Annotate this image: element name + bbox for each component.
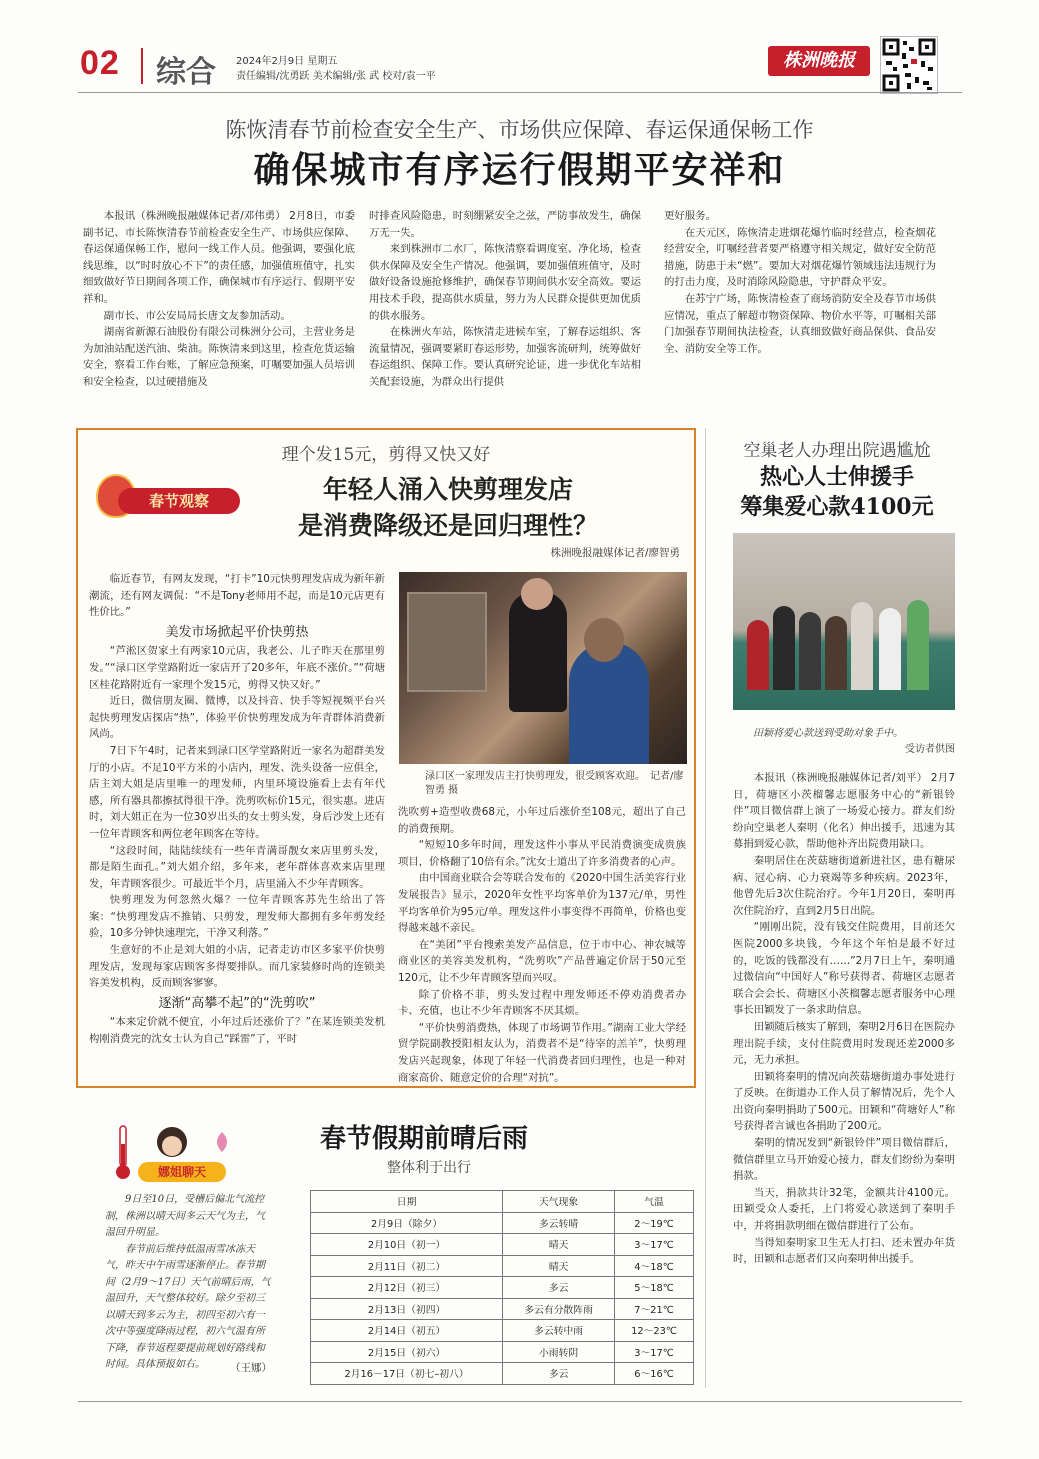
header-temperature: 气温 <box>615 1191 694 1213</box>
paragraph: 快剪理发为何忽然火爆？一位年青顾客苏先生给出了答案：“快剪理发店不推销、只剪发，理发师大都拥有多年剪发经验，10多分钟快速理完，干净又利落。” <box>89 894 385 940</box>
right-story-headline-line-1: 热心人士伸援手 <box>759 464 914 490</box>
weather-badge-label: 娜姐聊天 <box>138 1162 226 1182</box>
paragraph: 当天，捐款共计32笔，金额共计4100元。田颖受众人委托，上门将爱心款送到了秦明手中，并将捐款明细在微信群进行了公布。 <box>733 1186 955 1233</box>
table-row <box>311 1212 694 1234</box>
editor-credits: 责任编辑/沈勇跃 美术编辑/张 武 校对/袁一平 <box>236 71 436 82</box>
qr-code-icon <box>880 36 938 94</box>
paragraph: 春节前后维持低温雨雪冰冻天气，昨天中午雨雪逐渐停止。春节期间（2月9～17日）天气前晴后雨，气温回升，天气整体较好。除夕至初三以晴天到多云为主，初四至初六有一次中等强度降雨过程，初六气温有所下降，春节返程要提前规划好路线和时间。具体预报如右。 <box>105 1243 271 1370</box>
paragraph: 在苏宁广场，陈恢清检查了商场消防安全及春节市场供应情况，重点了解超市物资保障、物价水平等，叮嘱相关部门加强春节期间执法检查，认真细致做好商品保供、食品安全、消防安全等工作。 <box>664 292 936 355</box>
table-row <box>311 1277 694 1299</box>
feature-headline-line-2: 是消费降级还是回归理性？ <box>297 511 598 540</box>
photo-caption: 渌口区一家理发店主打快剪理发，很受顾客欢迎。 记者/廖智勇 摄 <box>425 771 684 796</box>
lead-column-3 <box>664 208 936 357</box>
cell-date: 2月13日（初四） <box>311 1298 503 1320</box>
paragraph: 生意好的不止是刘大姐的小店，记者走访市区多家平价快剪理发店，发现每家店顾客多得要排队。而几家装修时尚的连锁美容美发机构，反而顾客寥寥。 <box>89 944 385 990</box>
cell-weather: 多云转中雨 <box>503 1320 615 1342</box>
cell-date: 2月11日（初二） <box>311 1255 503 1277</box>
paragraph: 时排查风险隐患，时刻绷紧安全之弦，严防事故发生，确保万无一失。 <box>369 210 641 239</box>
cell-weather: 多云 <box>503 1277 615 1299</box>
paragraph: 7日下午4时，记者来到渌口区学堂路附近一家名为超群美发厅的小店。不足10平方米的小店内，理发、洗头设备一应俱全，店主刘大姐是店里唯一的理发师，内里环境设施看上去有年代感，所有器具都擦拭得很干净。洗剪吹标价15元，很实惠。进店时，刘大姐正在为一位30岁出头的女士剪头发，身后沙发上还有一位年青顾客和两位老年顾客在等待。 <box>89 744 385 840</box>
table-row <box>311 1341 694 1363</box>
paragraph: 9日至10日，受槽后偏北气流控制，株洲以晴天间多云天气为主，气温回升明显。 <box>105 1194 265 1238</box>
table-row <box>311 1320 694 1342</box>
right-photo-caption <box>733 726 955 758</box>
paragraph: “短短10多年时间，理发这件小事从平民消费演变成贵族项目，价格翻了10倍有余。”沈女士道出了许多消费者的心声。 <box>398 839 686 868</box>
header-date: 日期 <box>311 1191 503 1213</box>
paragraph: 临近春节，有网友发现，“打卡”10元快剪理发店成为新年新潮流，还有网友调侃：“不是Tony老师用不起，而是10元店更有性价比。” <box>89 573 385 619</box>
table-row <box>311 1298 694 1320</box>
feature-right-column <box>398 804 686 1086</box>
cell-temp: 12～23℃ <box>615 1320 694 1342</box>
cell-weather: 多云 <box>503 1363 615 1385</box>
cell-temp: 3～17℃ <box>615 1341 694 1363</box>
badge-label: 春节观察 <box>118 488 240 514</box>
cell-temp: 4～18℃ <box>615 1255 694 1277</box>
cell-temp: 2～19℃ <box>615 1212 694 1234</box>
lead-subtitle: 陈恢清春节前检查安全生产、市场供应保障、春运保通保畅工作 <box>225 118 814 142</box>
section-subhead: 美发市场掀起平价快剪热 <box>165 624 309 640</box>
cell-weather: 多云有分散阵雨 <box>503 1298 615 1320</box>
weather-column-badge <box>110 1122 240 1186</box>
paragraph: 来到株洲市二水厂，陈恢清察看调度室、净化场，检查供水保障及安全生产情况。他强调，要加强值班值守，及时做好设备设施抢修维护，确保春节期间供水安全高效。要运用技术手段，提高供水质量，努力为人民群众提供更加优质的供水服务。 <box>369 243 641 322</box>
cell-weather: 多云转晴 <box>503 1212 615 1234</box>
paragraph: “芦淞区贺家土有两家10元店，我老公、儿子昨天在那里剪发。”“渌口区学堂路附近一家店开了20多年，年底不涨价。”“荷塘区桂花路附近有一家理个发15元，剪得又快又好。” <box>89 645 385 691</box>
paragraph: 洗吹剪+造型收费68元，小年过后涨价至108元，超出了自己的消费预期。 <box>398 806 686 835</box>
cell-date: 2月12日（初三） <box>311 1277 503 1299</box>
section-divider <box>141 48 143 84</box>
cell-date: 2月10日（初一） <box>311 1234 503 1256</box>
cell-date: 2月9日（除夕） <box>311 1212 503 1234</box>
paragraph: 在天元区，陈恢清走进烟花爆竹临时经营点，检查烟花经营安全，叮嘱经营者要严格遵守相关规定，做好安全防范措施，防患于未“燃”。要加大对烟花爆竹领域违法违规行为的打击力度，及时消除风险隐患，守护群众平安。 <box>664 226 936 289</box>
feature-byline: 株洲晚报融媒体记者/廖智勇 <box>550 547 680 559</box>
right-story-subtitle: 空巢老人办理出院遇尴尬 <box>743 441 931 461</box>
paragraph: 秦明居住在茨菇塘街道新进社区，患有糖尿病、冠心病、心力衰竭等多种疾病。2023年，他曾先后3次住院治疗。今年1月20日，秦明再次住院治疗，直到2月5日出院。 <box>733 854 955 917</box>
paragraph: 在“美团”平台搜索美发产品信息，位于市中心、神农城等商业区的美容美发机构，“洗剪吹”产品普遍定价居于50元至120元，让不少年青顾客望而兴叹。 <box>398 938 686 984</box>
lead-column-2 <box>369 208 641 391</box>
column-divider <box>705 428 706 1388</box>
cell-temp: 5～18℃ <box>615 1277 694 1299</box>
feature-left-column <box>89 571 385 1048</box>
paragraph: “本来定价就不便宜，小年过后还涨价了？”在某连锁美发机构刚消费完的沈女士认为自己“踩雷”了，平时 <box>89 1016 385 1046</box>
feature-subtitle: 理个发15元，剪得又快又好 <box>281 445 491 465</box>
page-number: 02 <box>80 44 120 82</box>
weather-text <box>105 1192 273 1374</box>
right-story-body <box>733 770 955 1268</box>
cell-temp: 7～21℃ <box>615 1298 694 1320</box>
cell-weather: 小雨转阴 <box>503 1341 615 1363</box>
table-row <box>311 1363 694 1385</box>
cell-temp: 3～17℃ <box>615 1234 694 1256</box>
cell-date: 2月15日（初六） <box>311 1341 503 1363</box>
paragraph: 在株洲火车站，陈恢清走进候车室，了解春运组织、客流量情况，强调要紧盯春运形势，加强客流研判，统筹做好春运组织、保障工作。要认真研究论证，进一步优化车站相关配套设施，为群众出行提供 <box>369 326 641 388</box>
paragraph: 更好服务。 <box>664 210 716 222</box>
right-story-headline-line-2: 筹集爱心款4100元 <box>740 494 934 520</box>
header-rule <box>78 92 962 93</box>
table-header-row <box>311 1191 694 1213</box>
paragraph: 当得知秦明家卫生无人打扫、还未置办年货时，田颖和志愿者们又向秦明伸出援手。 <box>733 1236 955 1266</box>
paragraph: 秦明的情况发到“新银铃伴”项目微信群后，微信群里立马开始爱心接力，群友们纷纷为秦明捐款。 <box>733 1137 955 1183</box>
section-name: 综合 <box>156 55 216 90</box>
barbershop-photo <box>399 572 687 764</box>
weather-subtitle: 整体利于出行 <box>387 1160 471 1176</box>
table-row <box>311 1255 694 1277</box>
cell-date: 2月14日（初五） <box>311 1320 503 1342</box>
cell-temp: 6～16℃ <box>615 1363 694 1385</box>
paragraph: 本报讯（株洲晚报融媒体记者/邓伟勇） 2月8日，市委副书记、市长陈恢清春节前检查安全生产、市场供应保障、春运保通保畅工作，慰问一线工作人员。他强调，要强化底线思维，以“时时放心不下”的责任感，加强值班值守，扎实细致做好节日期间各项工作，确保城市有序运行、假期平安祥和。 <box>83 210 355 305</box>
feature-headline-line-1: 年轻人涌入快剪理发店 <box>322 475 573 504</box>
paragraph: 近日，微信朋友圈、微博，以及抖音、快手等短视频平台兴起快剪理发店探店“热”，体验平价快剪理发成为年青群体消费新风尚。 <box>89 695 385 741</box>
paragraph: 副市长、市公安局局长唐文友参加活动。 <box>103 309 291 322</box>
paragraph: 本报讯（株洲晚报融媒体记者/刘平） 2月7日，荷塘区小茨榴馨志愿服务中心的“新银铃伴”项目微信群上演了一场爱心接力。群友们纷纷向空巢老人秦明（化名）伸出援手，迅速为其募捐到爱心款，帮助他补齐出院费用缺口。 <box>733 772 955 851</box>
issue-date: 2024年2月9日 星期五 <box>236 56 338 67</box>
paragraph: “刚刚出院，没有钱交住院费用，目前还欠医院2000多块钱，今年这个年怕是最不好过的，吃饭的钱都没有……”2月7日上午，秦明通过微信向“中国好人”称号获得者、荷塘区志愿者联合会会长、荷塘区小茨榴馨志愿者服务中心理事长田颖发了一条求助信息。 <box>733 921 955 1017</box>
donation-photo <box>733 533 955 710</box>
footer-rule <box>78 1401 962 1402</box>
photo-credit: 受访者供图 <box>905 744 955 755</box>
lead-headline: 确保城市有序运行假期平安祥和 <box>253 150 786 191</box>
paragraph: 除了价格不菲，剪头发过程中理发师还不停劝消费者办卡、充值，也让不少年青顾客不厌其烦。 <box>398 988 686 1018</box>
table-row <box>311 1234 694 1256</box>
paragraph: 田颖随后核实了解到，秦明2月6日在医院办理出院手续，支付住院费用时发现还差2000多元，无力承担。 <box>733 1020 955 1067</box>
weather-author: （王娜） <box>230 1362 272 1374</box>
weather-headline: 春节假期前晴后雨 <box>320 1124 529 1154</box>
lead-column-1 <box>83 208 355 391</box>
paragraph: 由中国商业联合会等联合发布的《2020中国生活美容行业发展报告》显示，2020年女性平均客单价为137元/单，男性平均客单价为95元/单。理发这件小事变得不再简单，价格也变得越来越不亲民。 <box>398 872 686 935</box>
paragraph: 田颖将秦明的情况向茨菇塘街道办事处进行了反映。在街道办工作人员了解情况后，先个人出资向秦明捐助了500元。田颖和“荷塘好人”称号获得者言诚也各捐助了200元。 <box>733 1070 955 1133</box>
paragraph: “这段时间，陆陆续续有一些年青满哥靓女来店里剪头发，都是陌生面孔。”刘大姐介绍，多年来，老年群体喜欢来店里理发，年青顾客很少。可最近半个月，店里涌入不少年青顾客。 <box>89 844 385 890</box>
newspaper-logo: 株洲晚报 <box>768 46 870 76</box>
caption-text: 田颖将爱心款送到受助对象手中。 <box>753 728 903 739</box>
forecast-table <box>310 1190 694 1385</box>
paragraph: 湖南省新源石油股份有限公司株洲分公司，主营业务是为加油站配送汽油、柴油。陈恢清来到这里，检查危货运输安全，察看工作台账，了解应急预案，叮嘱要加强人员培训和安全检查，以过硬措施及 <box>83 326 355 388</box>
paragraph: “平价快剪消费热，体现了市场调节作用。”湖南工业大学经贸学院副教授阳相友认为，消费者不是“待宰的羔羊”，快剪理发店兴起现象，体现了年轻一代消费者回归理性，也是一种对商家高价、随意定价的合理“对抗”。 <box>398 1021 686 1084</box>
section-subhead: 逐渐“高攀不起”的“洗剪吹” <box>158 995 316 1011</box>
cell-weather: 晴天 <box>503 1234 615 1256</box>
cell-date: 2月16－17日（初七–初八） <box>311 1363 503 1385</box>
cell-weather: 晴天 <box>503 1255 615 1277</box>
header-weather: 天气现象 <box>503 1191 615 1213</box>
